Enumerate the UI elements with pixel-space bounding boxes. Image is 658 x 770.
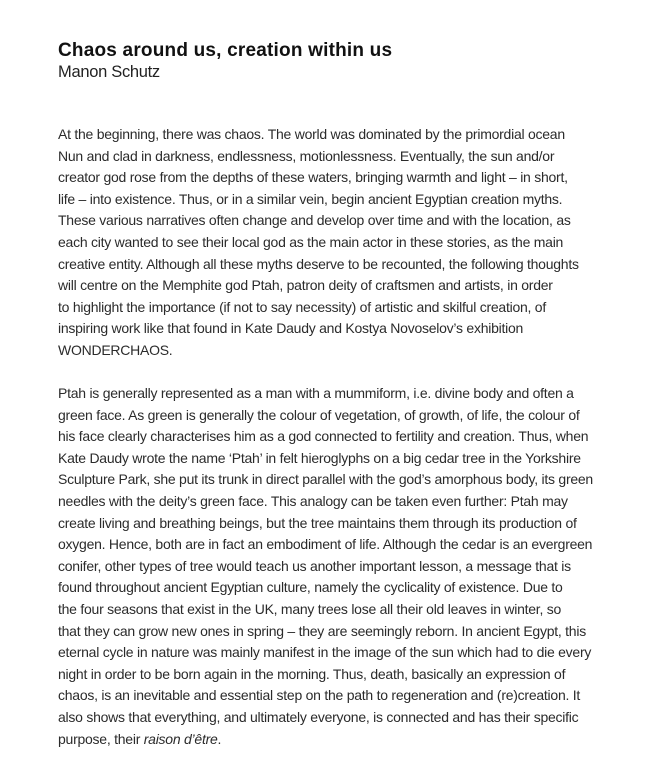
- text-line: to highlight the importance (if not to say necessity) of artistic and skilful creation, of: [58, 298, 546, 315]
- text-line: needles with the deity’s green face. This analogy can be taken even further: Ptah may: [58, 492, 568, 509]
- text-line: inspiring work like that found in Kate Daudy and Kostya Novoselov’s exhibition: [58, 320, 524, 337]
- text-line: that they can grow new ones in spring – they are seemingly reborn. In ancient Egypt, this: [58, 622, 586, 639]
- text-line: Kate Daudy wrote the name ‘Ptah’ in felt hieroglyphs on a big cedar tree in the Yorkshire: [58, 449, 581, 466]
- text-line: found throughout ancient Egyptian culture, namely the cyclicality of existence. Due to: [58, 579, 563, 596]
- text-line: life – into existence. Thus, or in a similar vein, begin ancient Egyptian creation myths.: [58, 190, 563, 207]
- italic-phrase: raison d’être: [143, 730, 218, 747]
- paragraph-2: [58, 383, 638, 750]
- text-line: the four seasons that exist in the UK, many trees lose all their old leaves in winter, so: [58, 600, 562, 617]
- text-line: also shows that everything, and ultimately everyone, is connected and has their specific: [58, 708, 579, 725]
- article-title: Chaos around us, creation within us: [58, 40, 393, 61]
- text-line: each city wanted to see their local god as the main actor in these stories, as the main: [58, 233, 564, 250]
- text-line: creator god rose from the depths of these waters, bringing warmth and light – in short,: [58, 169, 568, 186]
- text-line: WONDERCHAOS.: [58, 341, 173, 358]
- text-line: oxygen. Hence, both are in fact an embodiment of life. Although the cedar is an evergreen: [58, 536, 593, 553]
- text-line: create living and breathing beings, but the tree maintains them through its production of: [58, 514, 577, 531]
- text-line: At the beginning, there was chaos. The world was dominated by the primordial ocean: [58, 126, 565, 142]
- text-line: [58, 729, 638, 751]
- paragraph-1: [58, 124, 638, 362]
- text-line: conifer, other types of tree would teach us another important lesson, a message that is: [58, 557, 571, 574]
- text-line: eternal cycle in nature was mainly manifest in the image of the sun which had to die every: [58, 644, 592, 661]
- article-author: Manon Schutz: [58, 63, 160, 81]
- text-line: night in order to be born again in the morning. Thus, death, basically an expression of: [58, 665, 566, 682]
- text-line: will centre on the Memphite god Ptah, patron deity of craftsmen and artists, in order: [58, 277, 553, 294]
- text-segment: .: [217, 730, 222, 747]
- text-segment: purpose, their: [58, 730, 144, 747]
- text-line: These various narratives often change and develop over time and with the location, as: [58, 212, 571, 229]
- text-line: creative entity. Although all these myths deserve to be recounted, the following thoughts: [58, 255, 579, 272]
- text-line: chaos, is an inevitable and essential step on the path to regeneration and (re)creation. It: [58, 687, 581, 704]
- text-line: green face. As green is generally the colour of vegetation, of growth, of life, the colour of: [58, 406, 580, 423]
- text-line: Nun and clad in darkness, endlessness, motionlessness. Eventually, the sun and/or: [58, 147, 555, 164]
- text-line: his face clearly characterises him as a god connected to fertility and creation. Thus, when: [58, 428, 589, 445]
- text-line: Ptah is generally represented as a man with a mummiform, i.e. divine body and often a: [58, 385, 574, 401]
- text-line: Sculpture Park, she put its trunk in direct parallel with the god’s amorphous body, its green: [58, 471, 593, 488]
